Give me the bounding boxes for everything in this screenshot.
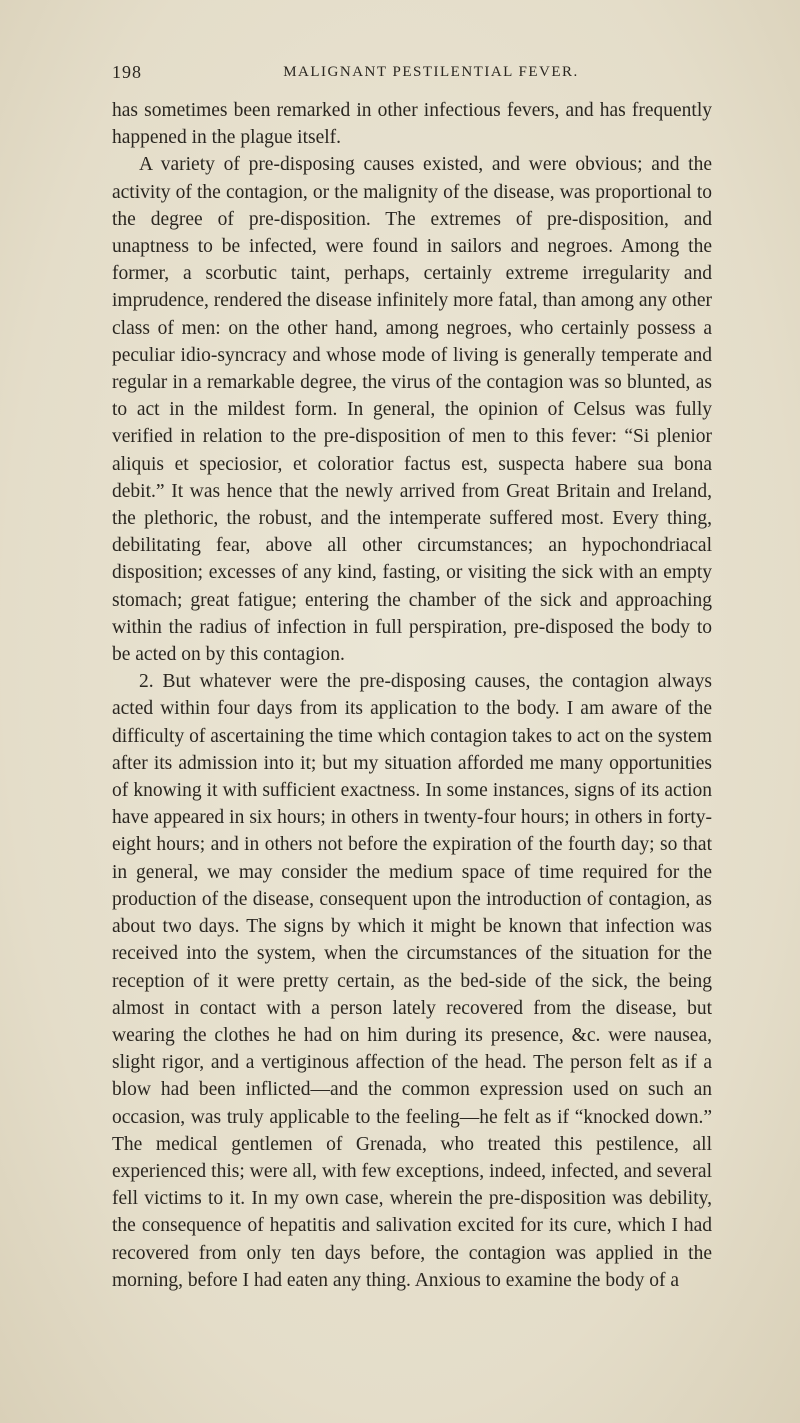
running-title: MALIGNANT PESTILENTIAL FEVER.: [283, 64, 579, 80]
page-number: 198: [112, 62, 142, 82]
body-text: [112, 97, 712, 1294]
paragraph-predisposing-causes: A variety of pre-disposing causes existed, and were obvious; and the activity of the contagion, or the malignity of the disease, was proportional to the degree of pre-disposition. The extremes of pre-disposition, and unaptness to be infected, were found in sailors and negroes. Among the former, a scorbutic taint, perhaps, certainly extreme irregularity and imprudence, rendered the disease infinitely more fatal, than among any other class of men: on the other hand, among negroes, who certainly possess a peculiar idio-syncracy and whose mode of living is generally temperate and regular in a remarkable degree, the virus of the contagion was so blunted, as to act in the mildest form. In general, the opinion of Celsus was fully verified in relation to the pre-disposition of men to this fever: “Si plenior aliquis et speciosior, et coloratior factus est, suspecta habere sua bona debit.” It was hence that the newly arrived from Great Britain and Ireland, the plethoric, the robust, and the intemperate suffered most. Every thing, debilitating fear, above all other circumstances; an hypochondriacal disposition; excesses of any kind, fasting, or visiting the sick with an empty stomach; great fatigue; entering the chamber of the sick and approaching within the radius of infection in full perspiration, pre-disposed the body to be acted on by this contagion.: [112, 154, 712, 666]
paragraph-contagion-timing: 2. But whatever were the pre-disposing causes, the contagion always acted within four days from its application to the body. I am aware of the difficulty of ascertaining the time which contagion takes to act on the system after its admission into it; but my situation afforded me many opportunities of knowing it with sufficient exactness. In some instances, signs of its action have appeared in six hours; in others in twenty-four hours; in others in forty-eight hours; and in others not before the expiration of the fourth day; so that in general, we may consider the medium space of time required for the production of the disease, consequent upon the introduction of contagion, as about two days. The signs by which it might be known that infection was received into the system, when the circumstances of the situation for the reception of it were pretty certain, as the bed-side of the sick, the being almost in contact with a person lately recovered from the disease, but wearing the clothes he had on him during its presence, &c. were nausea, slight rigor, and a vertiginous affection of the head. The person felt as if a blow had been inflicted—and the common expression used on such an occasion, was truly applicable to the feeling—he felt as if “knocked down.” The medical gentlemen of Grenada, who treated this pestilence, all experienced this; were all, with few exceptions, indeed, infected, and several fell victims to it. In my own case, wherein the pre-disposition was debility, the consequence of hepatitis and salivation excited for its cure, which I had recovered from only ten days before, the contagion was applied in the morning, before I had eaten any thing. Anxious to examine the body of a: [112, 671, 712, 1291]
paragraph-continuation: has sometimes been remarked in other infectious fevers, and has frequently happened in the plague itself.: [112, 100, 712, 149]
